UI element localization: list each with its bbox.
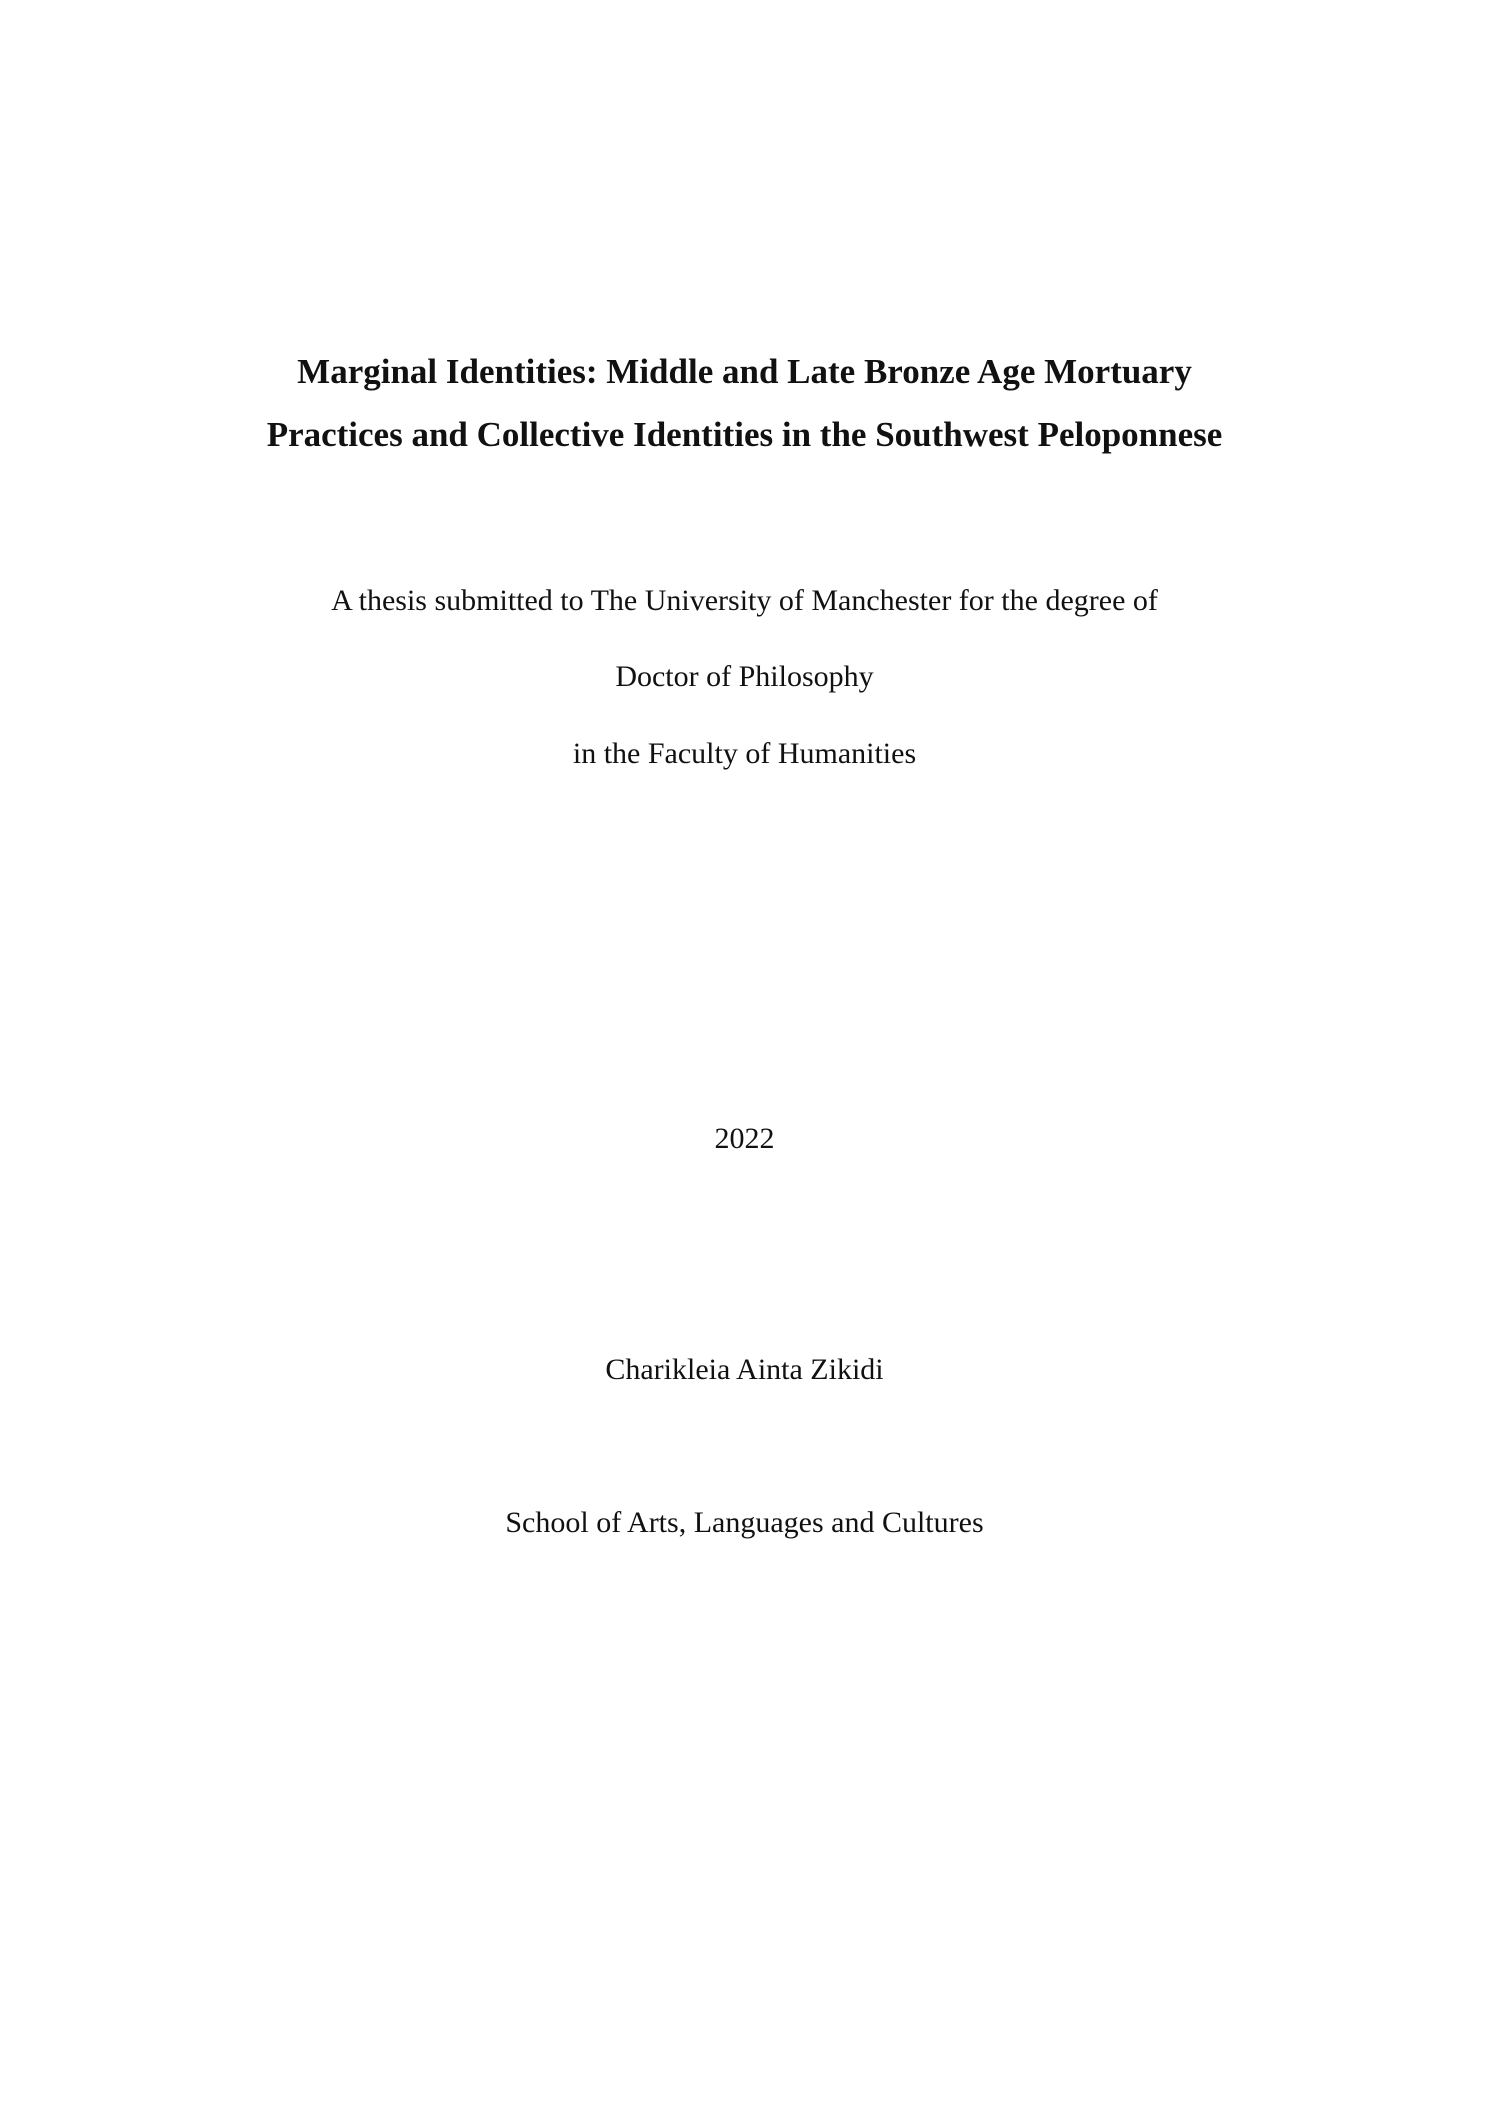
thesis-title-line-1: Marginal Identities: Middle and Late Bronze Age Mortuary bbox=[297, 352, 1192, 391]
author-name: Charikleia Ainta Zikidi bbox=[605, 1353, 884, 1386]
submission-year: 2022 bbox=[714, 1122, 775, 1155]
submission-statement: A thesis submitted to The University of Manchester for the degree of bbox=[331, 584, 1158, 617]
school-name: School of Arts, Languages and Cultures bbox=[505, 1506, 984, 1539]
faculty-name: in the Faculty of Humanities bbox=[572, 737, 917, 770]
thesis-title-line-2: Practices and Collective Identities in the Southwest Peloponnese bbox=[266, 415, 1223, 454]
degree-name: Doctor of Philosophy bbox=[615, 660, 874, 693]
